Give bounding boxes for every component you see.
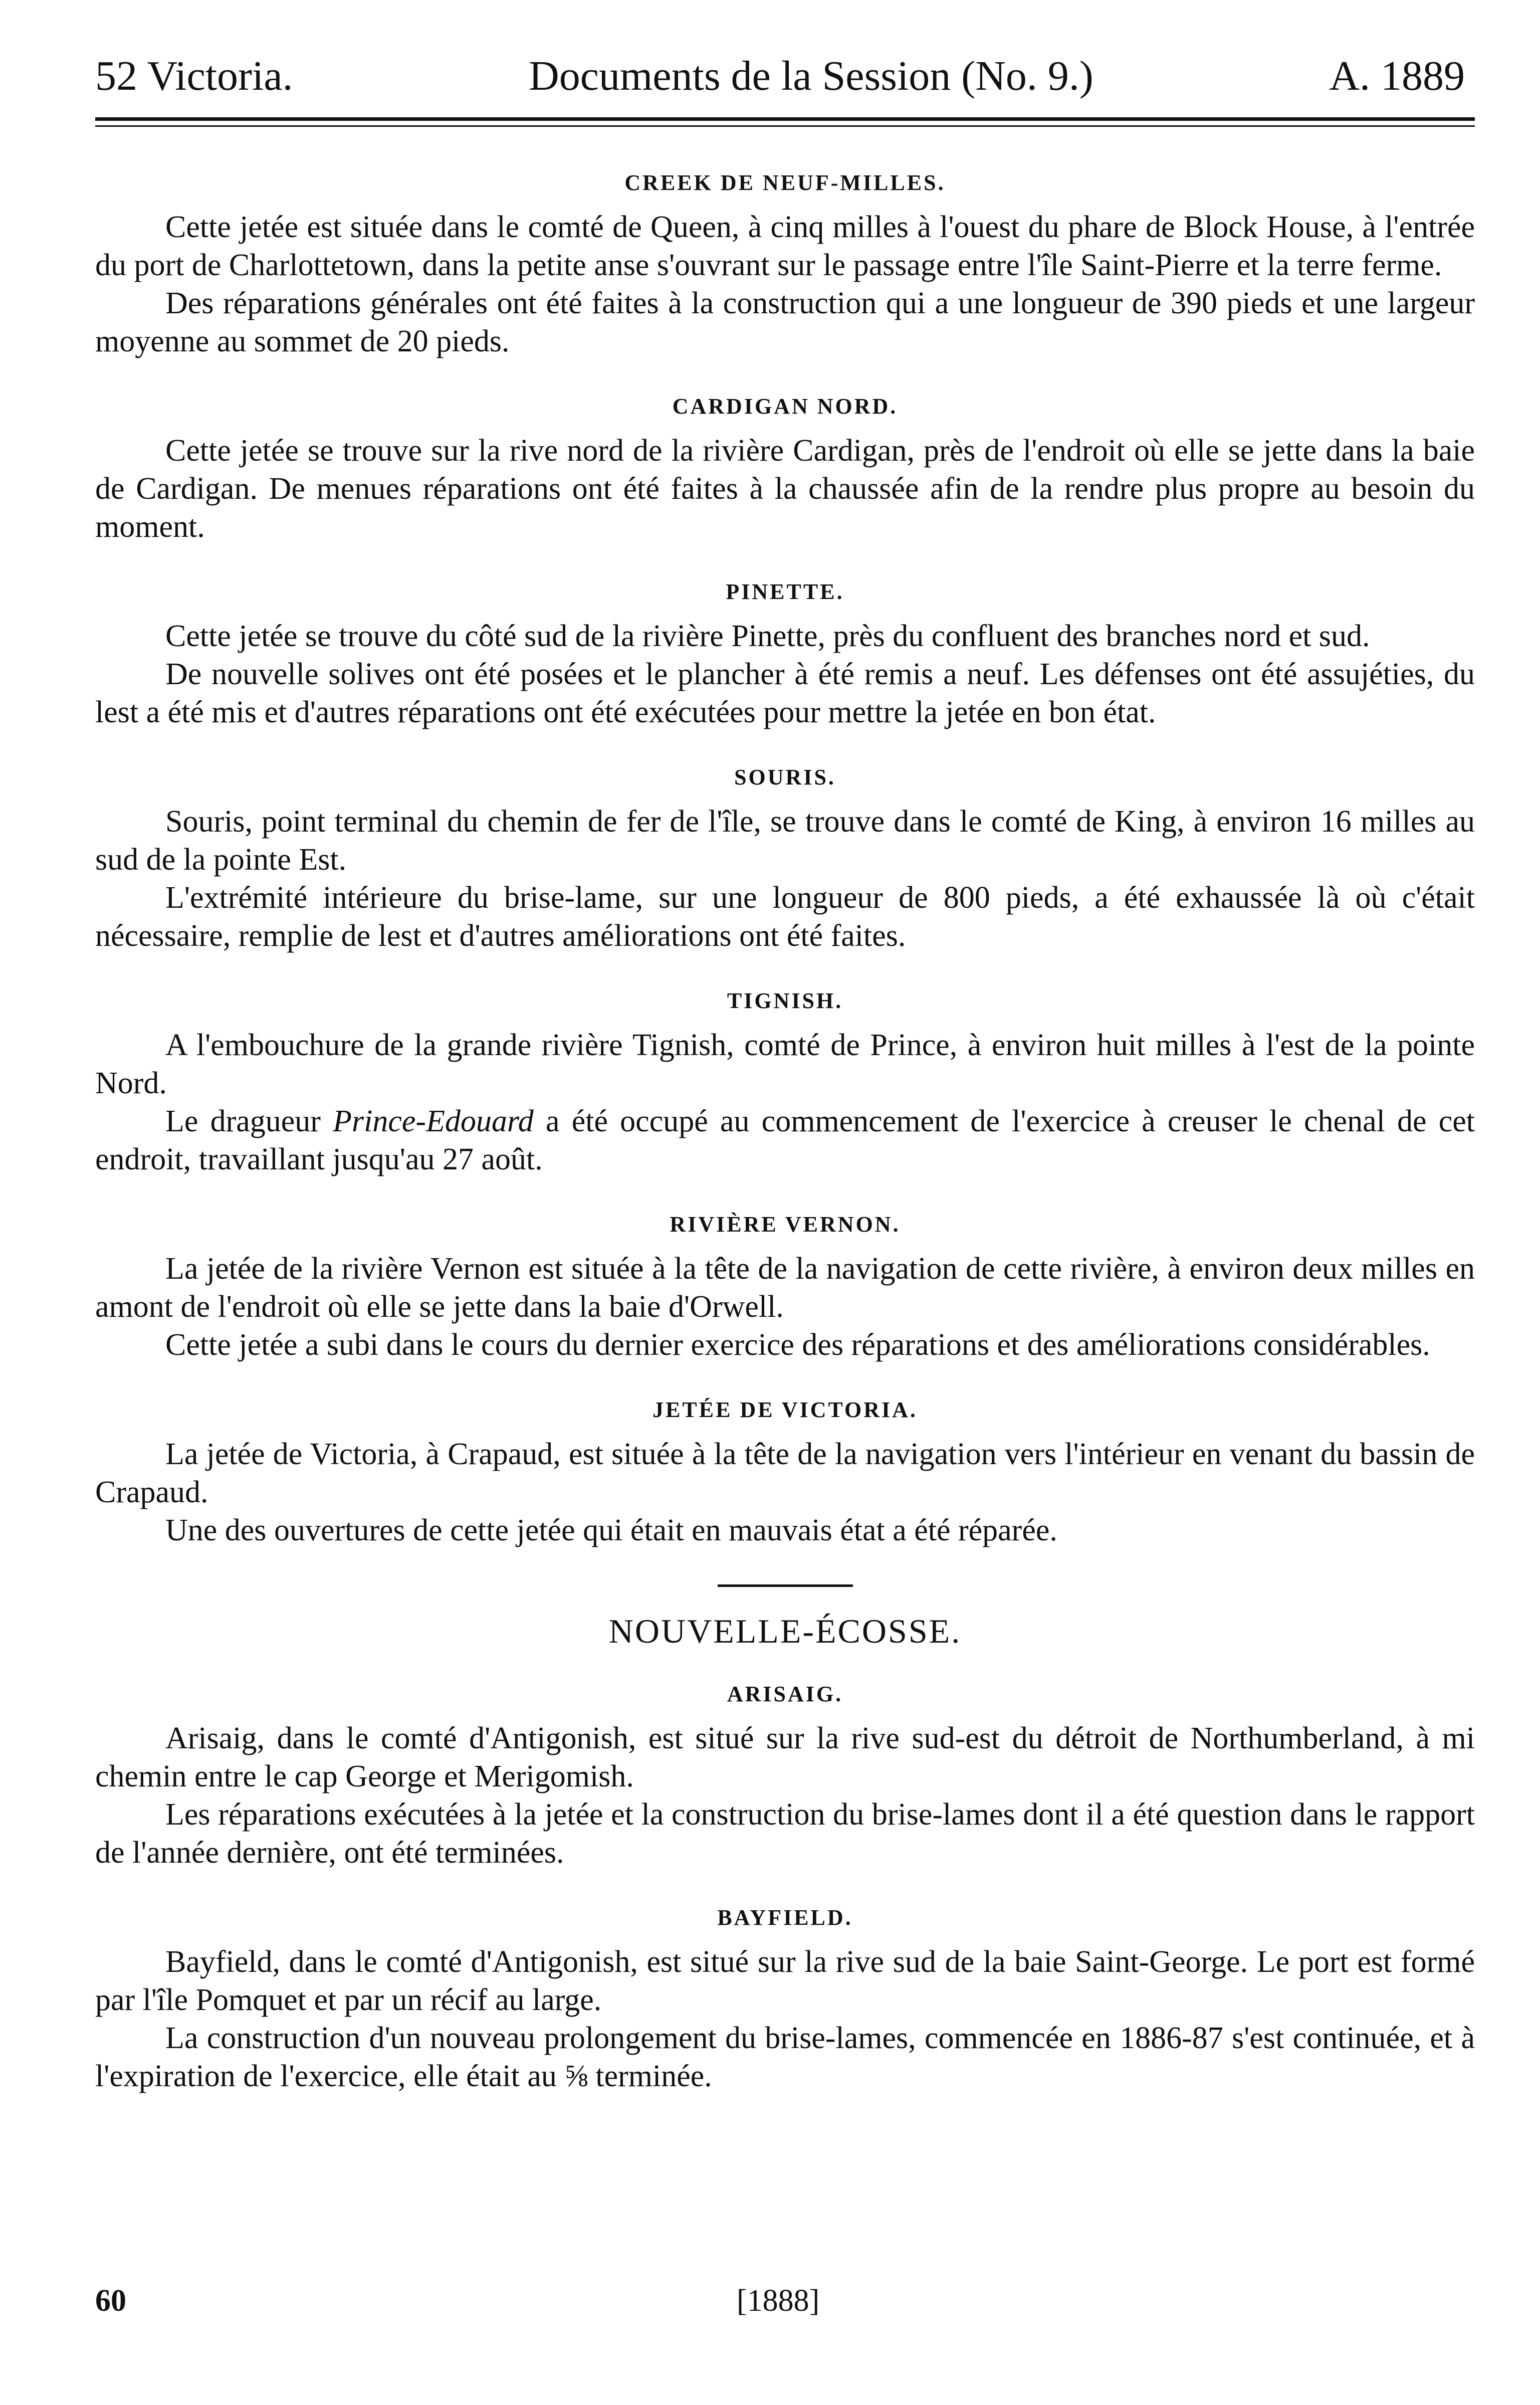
paragraph: De nouvelle solives ont été posées et le plancher à été remis a neuf. Les défenses ont été assujéties, du lest a été mis et d'autres réparations ont été exécutées pour mettre la jetée en bon état.: [95, 657, 1475, 729]
paragraph: Arisaig, dans le comté d'Antigonish, est situé sur la rive sud-est du détroit de Northumberland, à mi chemin entre le cap George et Merigomish.: [95, 1721, 1475, 1793]
header-year: A. 1889: [1329, 53, 1465, 99]
section-divider: [718, 1584, 853, 1587]
section-title: ARISAIG.: [727, 1682, 843, 1706]
paragraph: Une des ouvertures de cette jetée qui était en mauvais état a été réparée.: [165, 1513, 1057, 1547]
section-title: TIGNISH.: [727, 988, 843, 1013]
dredge-text-before: Le dragueur: [165, 1104, 321, 1138]
paragraph: Des réparations générales ont été faites à la construction qui a une longueur de 390 pieds et une largeur moyenne au sommet de 20 pieds.: [95, 286, 1475, 358]
paragraph: A l'embouchure de la grande rivière Tignish, comté de Prince, à environ huit milles à l'est de la pointe Nord.: [95, 1028, 1475, 1100]
region-title: NOUVELLE-ÉCOSSE.: [608, 1612, 962, 1650]
header-session: 52 Victoria.: [95, 53, 293, 99]
dredge-text-after: a été occupé au commencement de l'exercice à creuser le chenal de cet endroit, travaillant jusqu'au 27 août.: [95, 1104, 1475, 1176]
page-number: 60: [95, 2284, 126, 2318]
section-title: BAYFIELD.: [717, 1905, 853, 1930]
ship-name: Prince-Edouard: [333, 1104, 534, 1138]
paragraph: La construction d'un nouveau prolongement du brise-lames, commencée en 1886-87 s'est continuée, et à l'expiration de l'exercice, elle était au ⅝ terminée.: [95, 2021, 1475, 2093]
section-title: SOURIS.: [734, 765, 836, 789]
section-title: JETÉE DE VICTORIA.: [652, 1397, 918, 1422]
paragraph: Cette jetée se trouve sur la rive nord de la rivière Cardigan, près de l'endroit où elle se jette dans la baie de Cardigan. De menues réparations ont été faites à la chaussée afin de la rendre plus propre au besoin du moment.: [95, 434, 1475, 544]
paragraph-dredge: [95, 1102, 1475, 1178]
paragraph: Bayfield, dans le comté d'Antigonish, est situé sur la rive sud de la baie Saint-George. Le port est formé par l'île Pomquet et par un récif au large.: [95, 1945, 1475, 2017]
document-code: [1888]: [737, 2284, 820, 2318]
header-rule: [95, 117, 1475, 127]
paragraph: Souris, point terminal du chemin de fer de l'île, se trouve dans le comté de King, à environ 16 milles au sud de la pointe Est.: [95, 805, 1475, 877]
paragraph: Cette jetée est située dans le comté de Queen, à cinq milles à l'ouest du phare de Block House, à l'entrée du port de Charlottetown, dans la petite anse s'ouvrant sur le passage entre l'île Saint-Pierre et la terre ferme.: [95, 210, 1475, 282]
page-footer: [95, 2283, 1475, 2319]
section-title: PINETTE.: [726, 579, 844, 604]
header-title: Documents de la Session (No. 9.): [529, 53, 1093, 99]
paragraph: La jetée de Victoria, à Crapaud, est située à la tête de la navigation vers l'intérieur en venant du bassin de Crapaud.: [95, 1437, 1475, 1509]
paragraph: Les réparations exécutées à la jetée et la construction du brise-lames dont il a été question dans le rapport de l'année dernière, ont été terminées.: [95, 1797, 1475, 1870]
paragraph: L'extrémité intérieure du brise-lame, sur une longueur de 800 pieds, a été exhaussée là où c'était nécessaire, remplie de lest et d'autres améliorations ont été faites.: [95, 881, 1475, 953]
paragraph: Cette jetée se trouve du côté sud de la rivière Pinette, près du confluent des branches nord et sud.: [165, 619, 1370, 653]
running-header: [95, 55, 1475, 97]
section-title: CREEK DE NEUF-MILLES.: [624, 170, 946, 195]
paragraph: Cette jetée a subi dans le cours du dernier exercice des réparations et des améliorations considérables.: [165, 1328, 1430, 1362]
section-title: CARDIGAN NORD.: [672, 394, 898, 419]
paragraph: La jetée de la rivière Vernon est située à la tête de la navigation de cette rivière, à environ deux milles en amont de l'endroit où elle se jette dans la baie d'Orwell.: [95, 1252, 1475, 1324]
section-title: RIVIÈRE VERNON.: [670, 1212, 901, 1237]
